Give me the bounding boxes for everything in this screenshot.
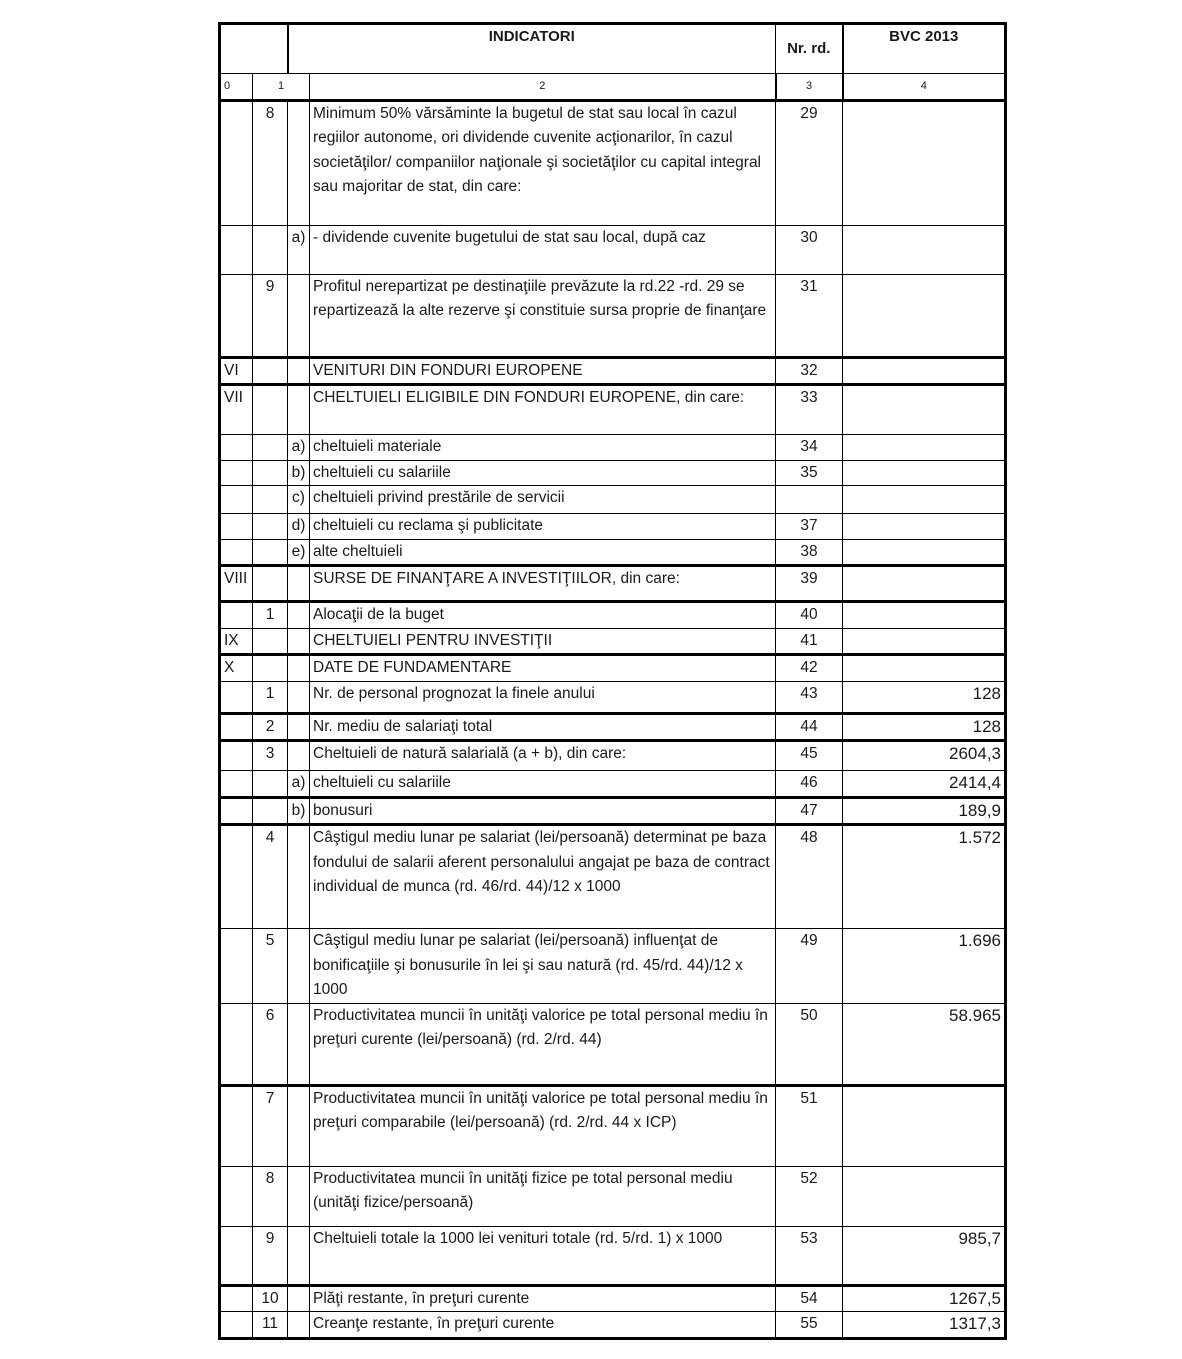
cell-section [220,1226,253,1285]
cell-letter [288,1226,310,1285]
table-row [220,713,1006,741]
cell-indicator: Câştigul mediu lunar pe salariat (lei/persoană) determinat pe baza fondului de salarii aferent personalului angajat pe baza de contract individual de munca (rd. 46/rd. 44)/12 x 1000 [310,825,776,929]
cell-nr-rd: 34 [776,435,843,461]
table-row [220,385,1006,435]
cell-bvc-value [843,602,1006,629]
cell-nr-rd: 32 [776,357,843,385]
cell-letter [288,566,310,602]
cell-bvc-value: 128 [843,681,1006,713]
cell-bvc-value: 1.572 [843,825,1006,929]
cell-nr-rd: 53 [776,1226,843,1285]
cell-indicator: Plăţi restante, în preţuri curente [310,1285,776,1312]
cell-bvc-value: 1317,3 [843,1312,1006,1339]
cell-nr-rd: 48 [776,825,843,929]
cell-letter: c) [288,486,310,514]
cell-indicator: Cheltuieli de natură salarială (a + b), din care: [310,741,776,771]
cell-bvc-value: 1.696 [843,929,1006,1004]
cell-indicator: Cheltuieli totale la 1000 lei venituri totale (rd. 5/rd. 1) x 1000 [310,1226,776,1285]
cell-number: 5 [253,929,288,1004]
cell-number: 9 [253,1226,288,1285]
cell-indicator: - dividende cuvenite bugetului de stat sau local, după caz [310,225,776,274]
cell-nr-rd: 44 [776,713,843,741]
cell-letter [288,1312,310,1339]
cell-indicator: VENITURI DIN FONDURI EUROPENE [310,357,776,385]
cell-nr-rd: 37 [776,514,843,540]
cell-section [220,1085,253,1166]
cell-section [220,225,253,274]
cell-number [253,225,288,274]
cell-letter: a) [288,435,310,461]
cell-indicator: DATE DE FUNDAMENTARE [310,655,776,682]
cell-letter [288,357,310,385]
index-0: 0 [220,74,253,101]
cell-section: VI [220,357,253,385]
cell-number [253,539,288,566]
cell-bvc-value [843,628,1006,655]
cell-number [253,486,288,514]
table-row [220,1003,1006,1085]
table-row [220,1226,1006,1285]
cell-section [220,100,253,225]
table-row [220,460,1006,486]
cell-indicator: Productivitatea muncii în unităţi valorice pe total personal mediu în preţuri curente (lei/persoană) (rd. 2/rd. 44) [310,1003,776,1085]
cell-indicator: Creanţe restante, în preţuri curente [310,1312,776,1339]
cell-letter [288,1085,310,1166]
cell-bvc-value [843,435,1006,461]
cell-indicator: Minimum 50% vărsăminte la bugetul de stat sau local în cazul regiilor autonome, ori dividende cuvenite acţionarilor, în cazul societăţilor/ companiilor naţionale şi societăţilor cu capital integral sau majoritar de stat, din care: [310,100,776,225]
cell-letter [288,741,310,771]
table-row [220,771,1006,798]
table-row [220,274,1006,357]
cell-letter [288,628,310,655]
cell-letter [288,655,310,682]
cell-number: 1 [253,602,288,629]
cell-section [220,1003,253,1085]
header-row [220,24,1006,74]
cell-indicator: cheltuieli privind prestările de servicii [310,486,776,514]
cell-indicator: Nr. de personal prognozat la finele anului [310,681,776,713]
cell-nr-rd: 49 [776,929,843,1004]
cell-nr-rd: 31 [776,274,843,357]
table-row [220,602,1006,629]
cell-bvc-value [843,225,1006,274]
cell-indicator: Profitul nerepartizat pe destinaţiile prevăzute la rd.22 -rd. 29 se repartizează la alte rezerve şi constituie sursa proprie de finanţare [310,274,776,357]
cell-letter [288,713,310,741]
cell-letter [288,1285,310,1312]
table-row [220,486,1006,514]
cell-indicator: Nr. mediu de salariaţi total [310,713,776,741]
cell-letter: b) [288,797,310,825]
cell-letter: b) [288,460,310,486]
table-row [220,797,1006,825]
cell-section [220,929,253,1004]
cell-section [220,514,253,540]
table-row [220,1085,1006,1166]
cell-nr-rd: 40 [776,602,843,629]
cell-letter [288,100,310,225]
cell-bvc-value: 128 [843,713,1006,741]
cell-number [253,797,288,825]
cell-number [253,357,288,385]
cell-nr-rd: 55 [776,1312,843,1339]
cell-number: 9 [253,274,288,357]
cell-nr-rd: 51 [776,1085,843,1166]
cell-section [220,435,253,461]
cell-number: 8 [253,100,288,225]
cell-number [253,566,288,602]
cell-nr-rd [776,486,843,514]
cell-nr-rd: 47 [776,797,843,825]
cell-indicator: Productivitatea muncii în unităţi fizice pe total personal mediu (unităţi fizice/persoană) [310,1166,776,1226]
cell-number: 4 [253,825,288,929]
cell-bvc-value [843,100,1006,225]
cell-nr-rd: 52 [776,1166,843,1226]
cell-section [220,1285,253,1312]
table-row [220,929,1006,1004]
cell-nr-rd: 39 [776,566,843,602]
cell-bvc-value: 58.965 [843,1003,1006,1085]
cell-letter [288,825,310,929]
cell-section [220,602,253,629]
cell-bvc-value: 1267,5 [843,1285,1006,1312]
cell-number [253,435,288,461]
budget-table [218,22,1007,1340]
cell-nr-rd: 54 [776,1285,843,1312]
cell-nr-rd: 30 [776,225,843,274]
cell-number [253,460,288,486]
cell-letter [288,929,310,1004]
cell-indicator: Productivitatea muncii în unităţi valorice pe total personal mediu în preţuri comparabile (lei/persoană) (rd. 2/rd. 44 x ICP) [310,1085,776,1166]
cell-indicator: cheltuieli cu salariile [310,771,776,798]
cell-indicator: alte cheltuieli [310,539,776,566]
table-row [220,1312,1006,1339]
cell-section [220,681,253,713]
cell-letter [288,274,310,357]
cell-letter [288,681,310,713]
cell-section [220,539,253,566]
cell-nr-rd: 35 [776,460,843,486]
cell-bvc-value [843,357,1006,385]
cell-bvc-value [843,655,1006,682]
cell-bvc-value: 189,9 [843,797,1006,825]
index-4: 4 [843,74,1006,101]
cell-bvc-value [843,460,1006,486]
cell-letter: a) [288,225,310,274]
cell-section [220,797,253,825]
cell-number [253,655,288,682]
table-row [220,225,1006,274]
cell-letter [288,1003,310,1085]
cell-nr-rd: 33 [776,385,843,435]
header-indicatori: INDICATORI [288,24,776,74]
table-row [220,514,1006,540]
cell-bvc-value [843,385,1006,435]
cell-letter [288,1166,310,1226]
cell-nr-rd: 46 [776,771,843,798]
cell-section [220,771,253,798]
cell-number: 6 [253,1003,288,1085]
cell-number [253,771,288,798]
cell-section [220,460,253,486]
cell-nr-rd: 38 [776,539,843,566]
index-3: 3 [776,74,843,101]
cell-indicator: bonusuri [310,797,776,825]
table-row [220,1285,1006,1312]
table-row [220,741,1006,771]
cell-indicator: cheltuieli materiale [310,435,776,461]
cell-letter: e) [288,539,310,566]
cell-number [253,385,288,435]
table-row [220,1166,1006,1226]
cell-number: 10 [253,1285,288,1312]
cell-section [220,1166,253,1226]
cell-bvc-value: 2604,3 [843,741,1006,771]
header-bvc: BVC 2013 [843,24,1006,74]
cell-nr-rd: 42 [776,655,843,682]
table-row [220,825,1006,929]
table-row [220,539,1006,566]
index-row [220,74,1006,101]
cell-number [253,514,288,540]
cell-section [220,741,253,771]
header-blank [220,24,288,74]
cell-section [220,825,253,929]
cell-section [220,274,253,357]
cell-indicator: Alocaţii de la buget [310,602,776,629]
cell-section: X [220,655,253,682]
cell-nr-rd: 43 [776,681,843,713]
index-2: 2 [310,74,776,101]
cell-bvc-value [843,1085,1006,1166]
table-row [220,357,1006,385]
cell-number: 1 [253,681,288,713]
cell-section [220,713,253,741]
cell-number: 7 [253,1085,288,1166]
cell-section: VIII [220,566,253,602]
table-row [220,100,1006,225]
cell-nr-rd: 45 [776,741,843,771]
cell-indicator: Câştigul mediu lunar pe salariat (lei/persoană) influenţat de bonificaţiile şi bonusurile în lei şi sau natură (rd. 45/rd. 44)/12 x 1000 [310,929,776,1004]
cell-section: VII [220,385,253,435]
cell-indicator: cheltuieli cu salariile [310,460,776,486]
index-1: 1 [253,74,310,101]
cell-indicator: cheltuieli cu reclama şi publicitate [310,514,776,540]
cell-indicator: CHELTUIELI ELIGIBILE DIN FONDURI EUROPENE, din care: [310,385,776,435]
cell-bvc-value [843,514,1006,540]
cell-nr-rd: 41 [776,628,843,655]
cell-section [220,486,253,514]
cell-indicator: SURSE DE FINANŢARE A INVESTIŢIILOR, din care: [310,566,776,602]
cell-number: 3 [253,741,288,771]
cell-number [253,628,288,655]
table-row [220,655,1006,682]
cell-nr-rd: 29 [776,100,843,225]
table-row [220,566,1006,602]
cell-letter [288,385,310,435]
cell-indicator: CHELTUIELI PENTRU INVESTIŢII [310,628,776,655]
cell-letter: a) [288,771,310,798]
cell-bvc-value [843,1166,1006,1226]
cell-bvc-value [843,566,1006,602]
cell-bvc-value [843,274,1006,357]
header-nr-rd: Nr. rd. [776,24,843,74]
cell-number: 2 [253,713,288,741]
cell-bvc-value [843,486,1006,514]
cell-number: 8 [253,1166,288,1226]
cell-bvc-value: 985,7 [843,1226,1006,1285]
cell-letter: d) [288,514,310,540]
cell-bvc-value: 2414,4 [843,771,1006,798]
table-row [220,435,1006,461]
cell-section: IX [220,628,253,655]
cell-nr-rd: 50 [776,1003,843,1085]
cell-bvc-value [843,539,1006,566]
cell-section [220,1312,253,1339]
cell-letter [288,602,310,629]
cell-number: 11 [253,1312,288,1339]
table-row [220,628,1006,655]
table-row [220,681,1006,713]
